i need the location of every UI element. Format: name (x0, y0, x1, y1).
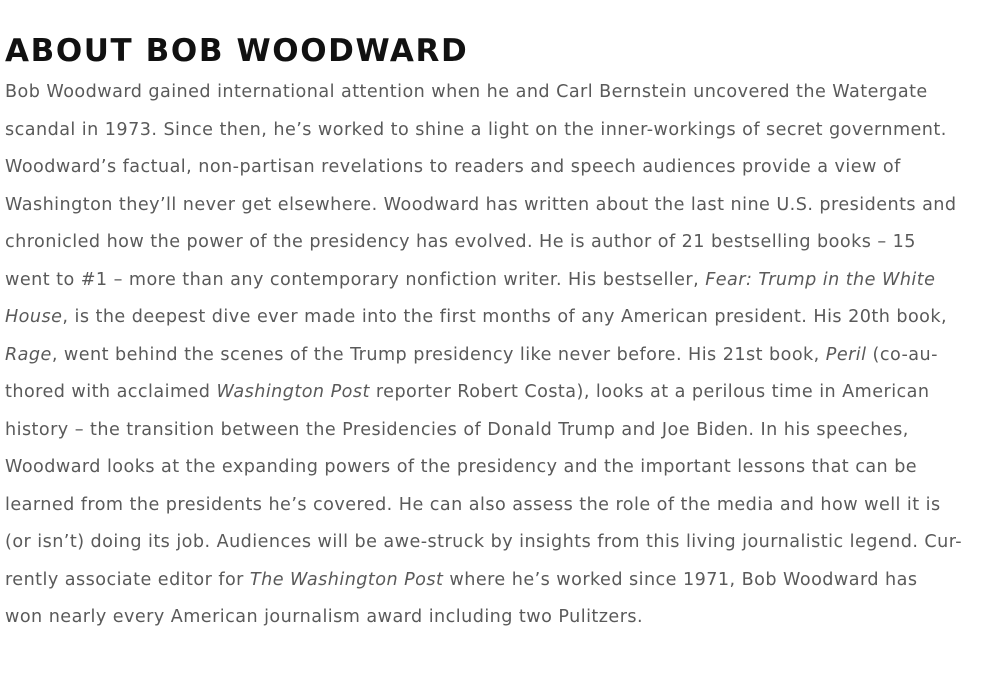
bio-text: where he’s worked since 1971, Bob Woodward has (443, 569, 918, 590)
bio-line (5, 224, 995, 262)
bio-line (5, 487, 995, 525)
bio-text: reporter Robert Costa), looks at a perilous time in American (369, 382, 930, 402)
bio-line (5, 562, 995, 600)
book-title-fear-cont: House (5, 307, 63, 327)
bio-line (5, 337, 995, 375)
bio-text: learned from the presidents he’s covered. He can also assess the role of the media and how well it is (5, 494, 941, 515)
bio-text: , is the deepest dive ever made into the first months of any American president. His 20th book, (62, 307, 948, 327)
bio-line (5, 412, 995, 450)
bio-text: (or isn’t) doing its job. Audiences will be awe-struck by insights from this living journalistic legend. Cur- (5, 532, 963, 552)
bio-paragraph (5, 74, 995, 637)
book-title-peril: Peril (825, 344, 867, 365)
bio-line (5, 187, 995, 225)
bio-line (5, 74, 995, 112)
bio-text: history – the transition between the Presidencies of Donald Trump and Joe Biden. In his speeches, (5, 419, 909, 440)
bio-text: Woodward looks at the expanding powers of the presidency and the important lessons that can be (5, 457, 918, 477)
bio-text: chronicled how the power of the presidency has evolved. He is author of 21 bestselling books – 15 (5, 232, 916, 252)
publication-name: The Washington Post (249, 569, 444, 590)
bio-text: won nearly every American journalism award including two Pulitzers. (5, 607, 644, 627)
bio-line (5, 262, 995, 300)
bio-line (5, 524, 995, 562)
book-title-fear: Fear: Trump in the White (705, 269, 936, 290)
bio-line (5, 449, 995, 487)
bio-text: rently associate editor for (5, 569, 250, 590)
bio-line (5, 599, 995, 637)
bio-text: thored with acclaimed (5, 382, 217, 402)
bio-line (5, 149, 995, 187)
book-title-rage: Rage (5, 344, 52, 365)
bio-text: went to #1 – more than any contemporary nonfiction writer. His bestseller, (5, 269, 706, 290)
bio-text: Washington they’ll never get elsewhere. Woodward has written about the last nine U.S. presidents and (5, 194, 957, 215)
bio-text: , went behind the scenes of the Trump presidency like never before. His 21st book, (51, 344, 826, 365)
bio-line (5, 299, 995, 337)
publication-name: Washington Post (216, 382, 370, 402)
bio-line (5, 112, 995, 150)
about-section (5, 28, 995, 637)
bio-text: (co-au- (866, 344, 938, 365)
section-heading: ABOUT BOB WOODWARD (5, 33, 469, 69)
bio-text: scandal in 1973. Since then, he’s worked to shine a light on the inner-workings of secret government. (5, 119, 947, 140)
bio-text: Woodward’s factual, non-partisan revelations to readers and speech audiences provide a view of (5, 157, 901, 177)
bio-line (5, 374, 995, 412)
bio-text: Bob Woodward gained international attention when he and Carl Bernstein uncovered the Watergate (5, 82, 928, 102)
